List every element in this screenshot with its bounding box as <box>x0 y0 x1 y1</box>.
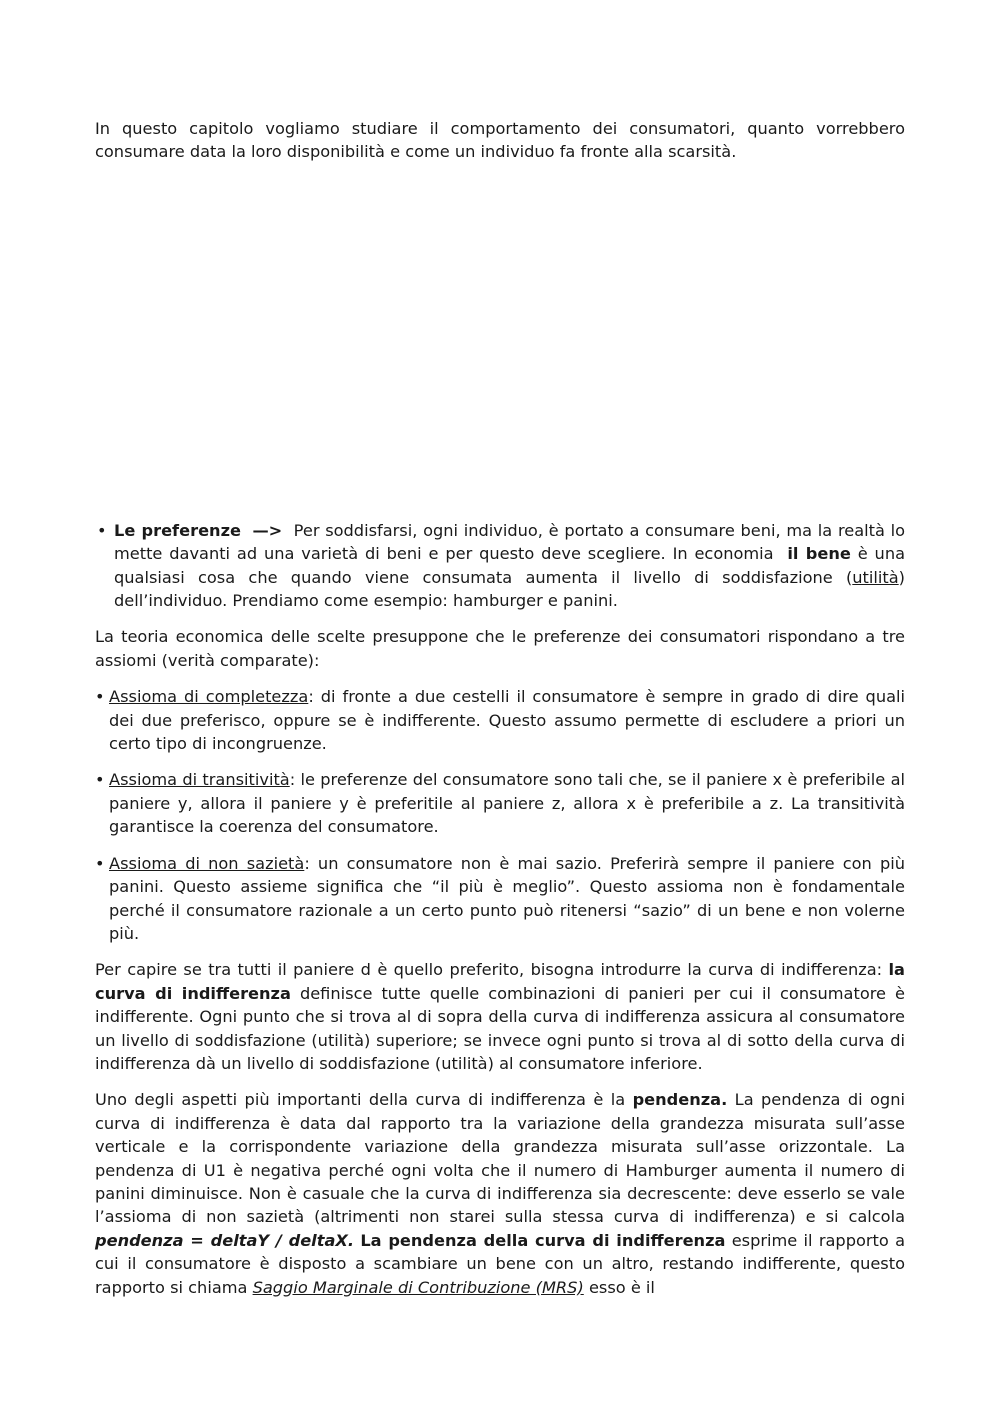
curva-text-1: Per capire se tra tutti il paniere d è quello preferito, bisogna introdurre la curva di indifferenza: <box>95 960 883 980</box>
list-item-completezza <box>95 685 905 755</box>
teoria-paragraph: La teoria economica delle scelte presuppone che le preferenze dei consumatori rispondano a tre assiomi (verità comparate): <box>95 627 905 670</box>
pendenza-text-3: esprime il rapporto a cui il consumatore è disposto a scambiare un bene con un altro, restando indifferente, questo rapporto si chiama <box>95 1230 905 1297</box>
list-item-preferenze <box>95 519 905 613</box>
bene-term: il bene <box>787 544 851 564</box>
pendenza-text-4: esso è il <box>588 1277 655 1297</box>
pendenza-formula: pendenza = deltaY / deltaX. <box>95 1230 355 1250</box>
pendenza-paragraph <box>95 1088 905 1299</box>
pendenza-text-2: La pendenza di ogni curva di indifferenza è data dal rapporto tra la variazione della grandezza misurata sull’asse verticale e la corrispondente variazione della grandezza misurata sull’asse orizzontale. La pendenza di U1 è negativa perché ogni volta che il numero di Hamburger aumenta il numero di panini diminuisce. Non è casuale che la curva di indifferenza sia decrescente: deve esserlo se vale l’assioma di non sazietà (altrimenti non starei sulla stessa curva di indifferenza) e si calcola <box>95 1090 905 1227</box>
assioma-text: : di fronte a due cestelli il consumatore è sempre in grado di dire quali dei due preferisco, oppure se è indifferente. Questo assumo permette di escludere a priori un certo tipo di incongruenze. <box>109 687 905 754</box>
bullet-icon: • <box>95 853 105 873</box>
bullet-icon: • <box>95 770 105 790</box>
assioma-title: Assioma di transitività <box>109 770 290 790</box>
preferenze-text-3: ) dell’individuo. Prendiamo come esempio: hamburger e panini. <box>114 567 905 611</box>
preferenze-title: Le preferenze <box>114 520 241 540</box>
curva-term: la curva di indifferenza <box>95 960 905 1003</box>
pendenza-text-1: Uno degli aspetti più importanti della curva di indifferenza è la <box>95 1090 626 1110</box>
document-page <box>95 117 905 1312</box>
bullet-icon: • <box>95 687 105 707</box>
utilita-term: utilità <box>852 567 899 587</box>
bullet-icon: • <box>97 520 107 540</box>
list-item-transitivita <box>95 768 905 838</box>
assioma-text: : un consumatore non è mai sazio. Preferirà sempre il paniere con più panini. Questo assieme significa che “il più è meglio”. Questo assioma non è fondamentale perché il consumatore razionale a un certo punto può ritenersi “sazio” di un bene e non volerne più. <box>109 853 905 943</box>
list-item-non-sazieta <box>95 852 905 946</box>
mrs-term: Saggio Marginale di Contribuzione (MRS) <box>252 1277 584 1297</box>
curva-text-2: definisce tutte quelle combinazioni di panieri per cui il consumatore è indifferente. Ogni punto che si trova al di sopra della curva di indifferenza assicura al consumatore un livello di soddisfazione (utilità) superiore; se invece ogni punto si trova al di sotto della curva di indifferenza dà un livello di soddisfazione (utilità) al consumatore inferiore. <box>95 983 905 1073</box>
preferenze-text-2: è una qualsiasi cosa che quando viene consumata aumenta il livello di soddisfazione ( <box>114 544 905 587</box>
arrow-icon: —> <box>252 520 283 540</box>
pendenza-term: pendenza. <box>632 1090 728 1110</box>
assioma-text: : le preferenze del consumatore sono tali che, se il paniere x è preferibile al paniere y, allora il paniere y è preferitile al paniere z, allora x è preferibile a z. La transitività garantisce la coerenza del consumatore. <box>109 770 905 837</box>
preferenze-text-1: Per soddisfarsi, ogni individuo, è portato a consumare beni, ma la realtà lo mette davanti ad una varietà di beni e per questo deve scegliere. In economia <box>114 520 906 564</box>
assioma-title: Assioma di completezza <box>109 687 309 707</box>
assioma-title: Assioma di non sazietà <box>109 853 305 873</box>
pendenza-term-2: La pendenza della curva di indifferenza <box>360 1230 726 1250</box>
intro-paragraph: In questo capitolo vogliamo studiare il comportamento dei consumatori, quanto vorrebbero consumare data la loro disponibilità e come un individuo fa fronte alla scarsità. <box>95 119 905 162</box>
blank-space <box>95 164 905 519</box>
curva-paragraph <box>95 958 905 1075</box>
